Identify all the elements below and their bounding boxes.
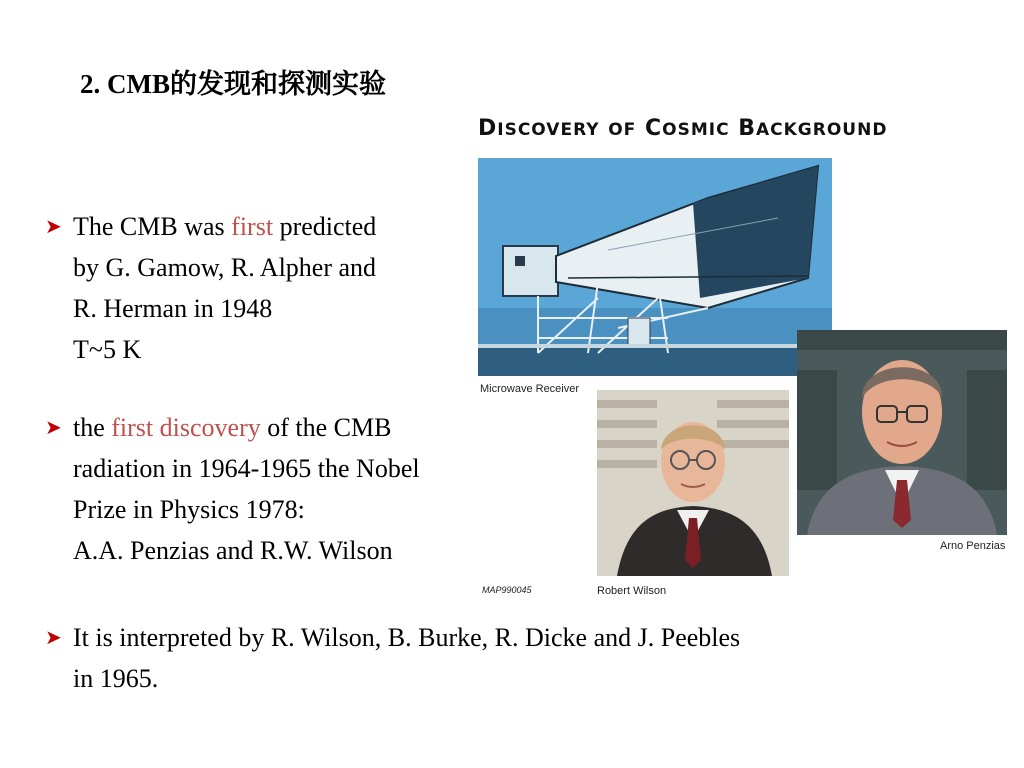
receiver-caption: Microwave Receiver <box>480 383 580 395</box>
bullet1-line4: T~5 K <box>73 335 142 364</box>
bullet2-line2: radiation in 1964-1965 the Nobel <box>73 454 420 483</box>
bullet3-line2: in 1965. <box>73 664 159 693</box>
wilson-photo <box>597 390 789 576</box>
right-arrow-icon: ➤ <box>45 214 62 238</box>
bullet1-line2: by G. Gamow, R. Alpher and <box>73 253 377 282</box>
bullet1-highlight: first <box>231 212 274 241</box>
penzias-caption: Arno Penzias <box>940 540 1006 552</box>
banner-word-2: OF <box>608 120 637 140</box>
banner-rest-3: OSMIC <box>662 120 730 140</box>
banner-rest-4: ACKGROUND <box>756 120 888 140</box>
bullet2-part2: of the CMB <box>260 413 392 442</box>
banner-cap-3: C <box>644 116 663 141</box>
bullet1-part2: predicted <box>273 212 377 241</box>
image-code-caption: MAP990045 <box>482 585 532 595</box>
bullet1-line3: R. Herman in 1948 <box>73 294 273 323</box>
slide-title: 2. CMB的发现和探测实验 <box>80 69 386 99</box>
bullet2-line3: Prize in Physics 1978: <box>73 495 305 524</box>
bullet-first-discovery <box>45 407 420 571</box>
banner-rest-1: ISCOVERY <box>497 120 600 140</box>
bullet2-part1: the <box>73 413 112 442</box>
bullet3-line1: It is interpreted by R. Wilson, B. Burke, R. Dicke and J. Peebles <box>73 623 741 652</box>
penzias-photo <box>797 330 1007 535</box>
bullet-interpretation <box>45 617 740 699</box>
penzias-portrait <box>797 330 1007 535</box>
right-arrow-icon: ➤ <box>45 415 62 439</box>
banner-cap-4: B <box>738 116 756 141</box>
horn-antenna-photo <box>478 158 832 376</box>
discovery-banner <box>478 116 1018 141</box>
wilson-portrait <box>597 390 789 576</box>
horn-antenna-illustration <box>478 158 832 376</box>
bullet1-part1: The CMB was <box>73 212 232 241</box>
wilson-caption: Robert Wilson <box>597 585 667 597</box>
bullet-first-prediction <box>45 206 376 370</box>
banner-cap-1: D <box>478 116 498 141</box>
right-arrow-icon: ➤ <box>45 625 62 649</box>
bullet2-line4: A.A. Penzias and R.W. Wilson <box>73 536 393 565</box>
bullet2-highlight: first discovery <box>111 413 261 442</box>
